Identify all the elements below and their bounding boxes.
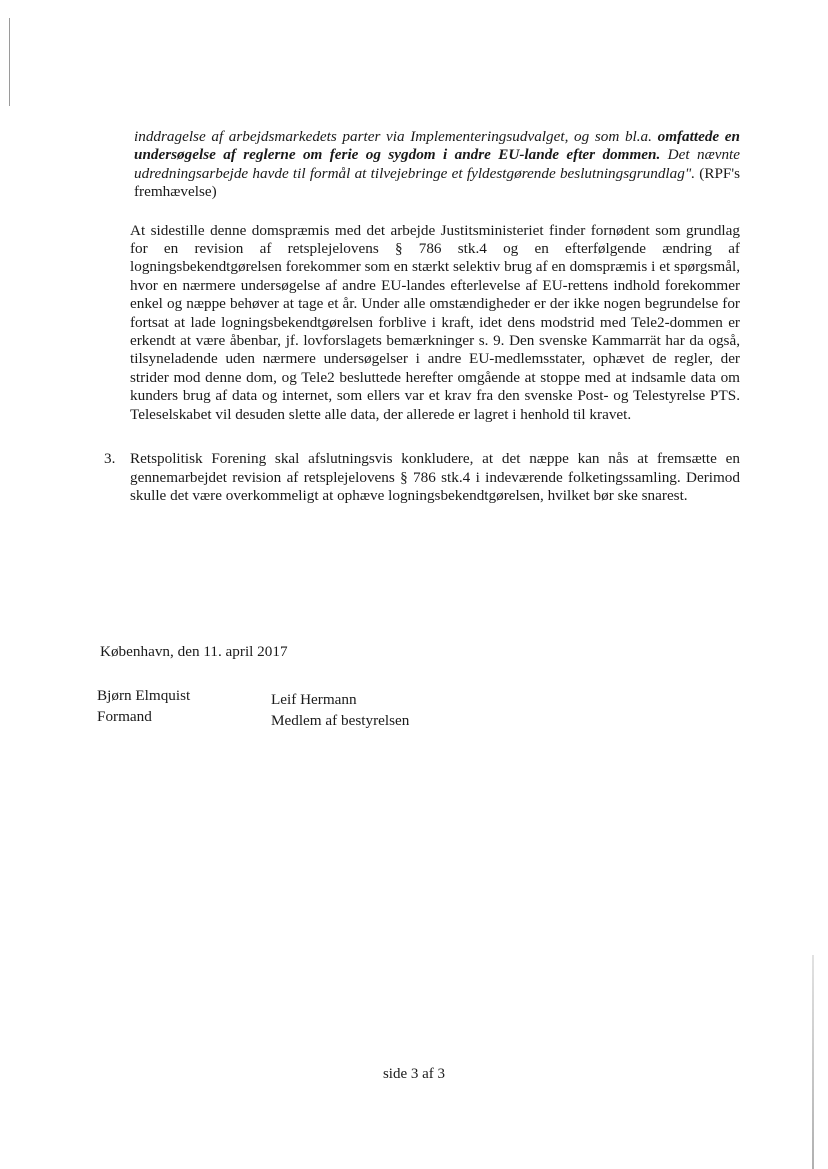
place-and-date: København, den 11. april 2017 bbox=[100, 643, 288, 660]
quote-emphasis-note: (RPF's fremhævelse) bbox=[134, 164, 741, 201]
letter-body bbox=[104, 128, 741, 521]
signature-block-board-member bbox=[271, 689, 409, 731]
quote-text-start: inddragelse af arbejdsmarkedets parter via Implementeringsudvalget, og som bl.a. bbox=[134, 128, 658, 145]
point-text: Retspolitisk Forening skal afslutningsvis konkludere, at det næppe kan nås at fremsætte en gennemarbejdet revision af retsplejelovens § 786 stk.4 i indeværende folketingssamling. Derimod skulle det være overkommeligt at ophæve logningsbekendtgørelsen, hvilket bør ske snarest. bbox=[130, 450, 740, 504]
signatory-role: Formand bbox=[97, 708, 152, 725]
page-number: side 3 af 3 bbox=[382, 1066, 446, 1082]
signatory-name: Bjørn Elmquist bbox=[97, 687, 191, 704]
quote-text-end: Det nævnte udredningsarbejde havde til formål at tilvejebringe et fyldestgørende beslutningsgrundlag". bbox=[134, 146, 740, 182]
point-number: 3. bbox=[104, 450, 116, 468]
signatory-name: Leif Hermann bbox=[271, 691, 357, 708]
body-paragraph: At sidestille denne domspræmis med det arbejde Justitsministeriet finder fornødent som grundlag for en revision af retsplejelovens § 786 stk.4 og en efterfølgende ændring af logningsbekendtgørelsen forekommer som en stærkt selektiv brug af en domspræmis i et spørgsmål, hvor en nærmere undersøgelse af andre EU-landes efterlevelse af EU-rettens indhold forekommer enkel og næppe behøver at tage et år. Under alle omstændigheder er der ikke nogen begrundelse for fortsat at lade logningsbekendtgørelsen forblive i kraft, idet dens modstrid med Tele2-dommen er erkendt at være åbenbar, jf. lovforslagets bemærkninger s. 9. Den svenske Kammarrät har da også, tilsyneladende uden nærmere undersøgelser i andre EU-medlemsstater, ophævet de regler, der strider mod denne dom, og Tele2 besluttede herefter omgående at stoppe med at indsamle data om kunders brug af data og internet, som ellers var et krav fra den svenske Post- og Telestyrelse PTS. Teleselskabet vil desuden slette alle data, der allerede er lagret i henhold til kravet. bbox=[130, 221, 740, 423]
signatory-role: Medlem af bestyrelsen bbox=[271, 712, 410, 729]
numbered-point-3 bbox=[104, 450, 740, 505]
scan-edge-mark-right bbox=[812, 955, 814, 1169]
signature-block-chair bbox=[97, 685, 190, 727]
quote-emphasis: omfattede en undersøgelse af reglerne om ferie og sygdom i andre EU-lande efter dommen. bbox=[134, 128, 740, 164]
quoted-passage bbox=[134, 128, 740, 202]
scan-edge-mark-left bbox=[9, 18, 10, 106]
